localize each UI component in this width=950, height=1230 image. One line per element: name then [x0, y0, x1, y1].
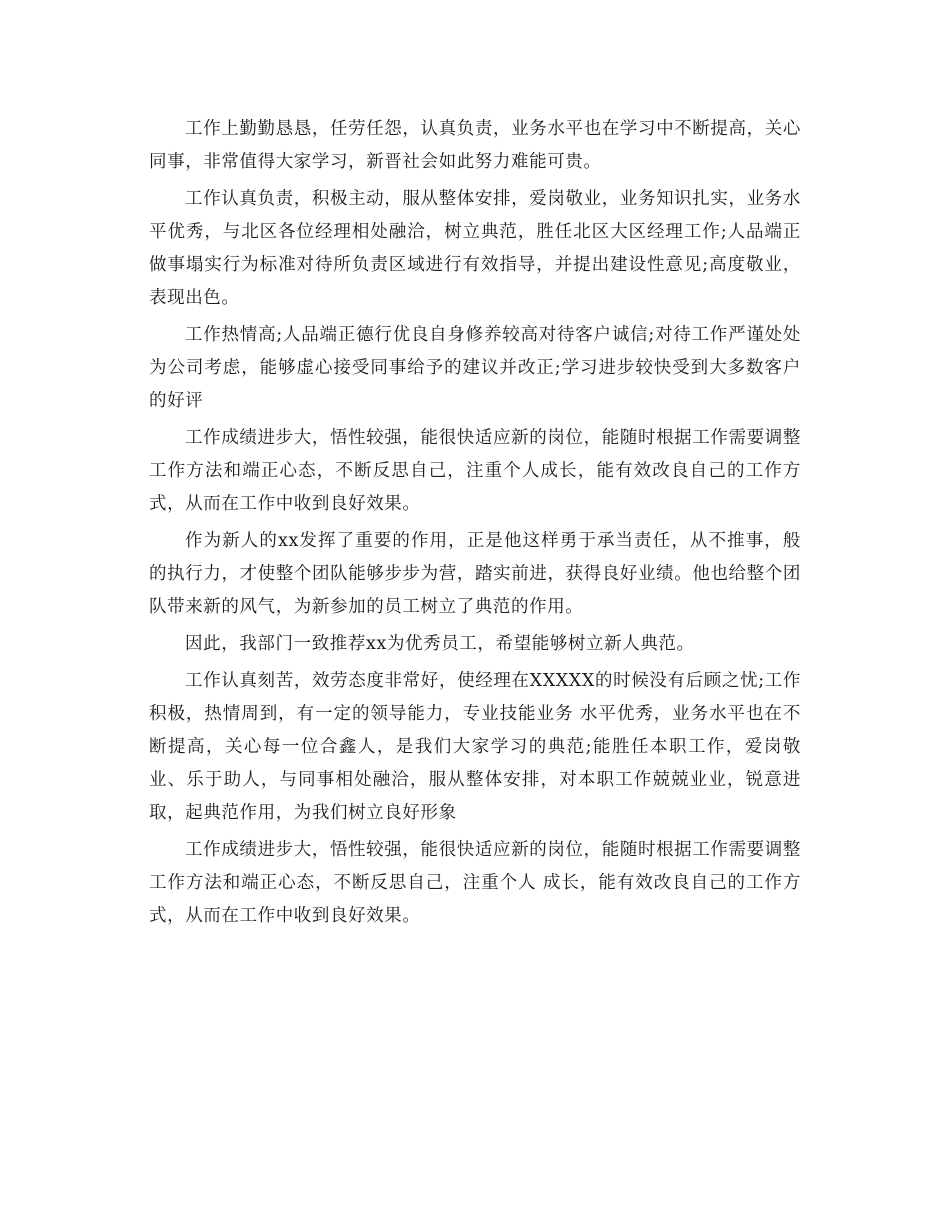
paragraph-3: 工作热情高;人品端正德行优良自身修养较高对待客户诚信;对待工作严谨处处为公司考虑，能够虚心接受同事给予的建议并改正;学习进步较快受到大多数客户的好评 — [149, 325, 801, 411]
paragraph-2: 工作认真负责，积极主动，服从整体安排，爱岗敬业，业务知识扎实，业务水平优秀，与北区各位经理相处融洽，树立典范，胜任北区大区经理工作;人品端正做事塌实行为标准对待所负责区域进行有效指导，并提出建设性意见;高度敬业，表现出色。 — [149, 189, 801, 308]
paragraph-6: 因此，我部门一致推荐xx为优秀员工，希望能够树立新人典范。 — [185, 634, 695, 654]
paragraph-1: 工作上勤勤恳恳，任劳任怨，认真负责，业务水平也在学习中不断提高，关心同事，非常值得大家学习，新晋社会如此努力难能可贵。 — [149, 119, 801, 172]
paragraph-4: 工作成绩进步大，悟性较强，能很快适应新的岗位，能随时根据工作需要调整工作方法和端正心态，不断反思自己，注重个人成长，能有效改良自己的工作方式，从而在工作中收到良好效果。 — [149, 428, 801, 514]
document-body — [149, 113, 801, 937]
paragraph-5: 作为新人的xx发挥了重要的作用，正是他这样勇于承当责任，从不推事，般的执行力，才使整个团队能够步步为营，踏实前进，获得良好业绩。他也给整个团队带来新的风气，为新参加的员工树立了典范的作用。 — [149, 531, 801, 617]
paragraph-7: 工作认真刻苦，效劳态度非常好，使经理在XXXXX的时候没有后顾之忧;工作积极，热情周到，有一定的领导能力，专业技能业务 水平优秀，业务水平也在不断提高，关心每一位合鑫人，是我们大家学习的典范;能胜任本职工作，爱岗敬业、乐于助人，与同事相处融洽，服从整体安排，对本职工作兢兢业业，锐意进取，起典范作用，为我们树立良好形象 — [149, 671, 801, 823]
paragraph-8: 工作成绩进步大，悟性较强，能很快适应新的岗位，能随时根据工作需要调整工作方法和端正心态，不断反思自己，注重个人 成长，能有效改良自己的工作方式，从而在工作中收到良好效果。 — [149, 840, 801, 926]
